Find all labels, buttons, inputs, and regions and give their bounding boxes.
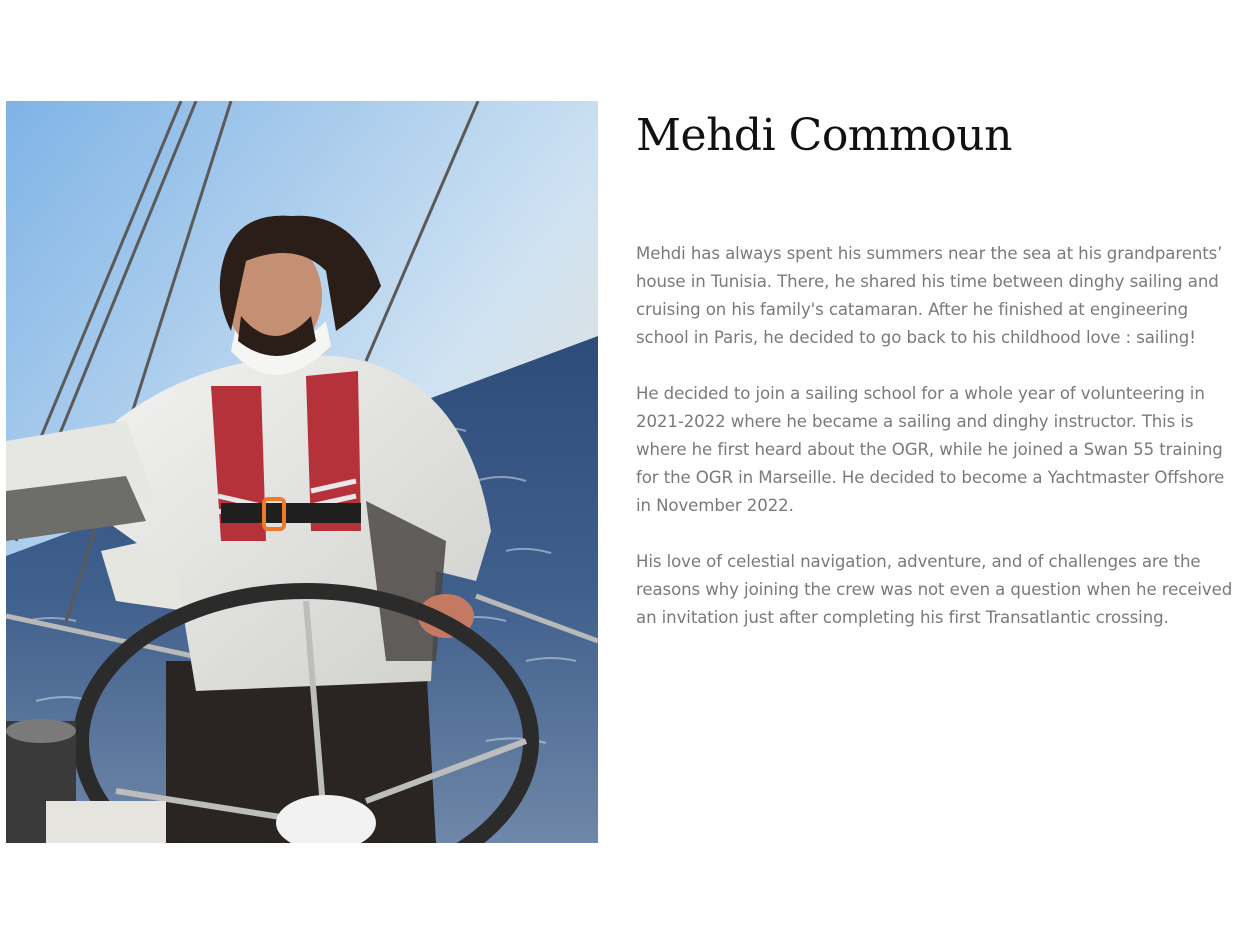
bio-paragraph-1: Mehdi has always spent his summers near the sea at his grandparents’ house in Tunisia. There, he shared his time between dinghy sailing and cruising on his family's catamaran. After he finished at engineering school in Paris, he decided to go back to his childhood love : sailing! (636, 244, 1223, 347)
profile-name: Mehdi Commoun (636, 110, 1012, 161)
profile-photo (6, 101, 598, 843)
bio-paragraph-3: His love of celestial navigation, adventure, and of challenges are the reasons why joining the crew was not even a question when he received an invitation just after completing his first Transatlantic crossing. (636, 552, 1233, 627)
bio-paragraph-2: He decided to join a sailing school for a whole year of volunteering in 2021-2022 where he became a sailing and dinghy instructor. This is where he first heard about the OGR, while he joined a Swan 55 training for the OGR in Marseille. He decided to become a Yachtmaster Offshore in November 2022. (636, 384, 1225, 515)
bio-section (636, 104, 1236, 660)
bio-text (636, 240, 1236, 632)
